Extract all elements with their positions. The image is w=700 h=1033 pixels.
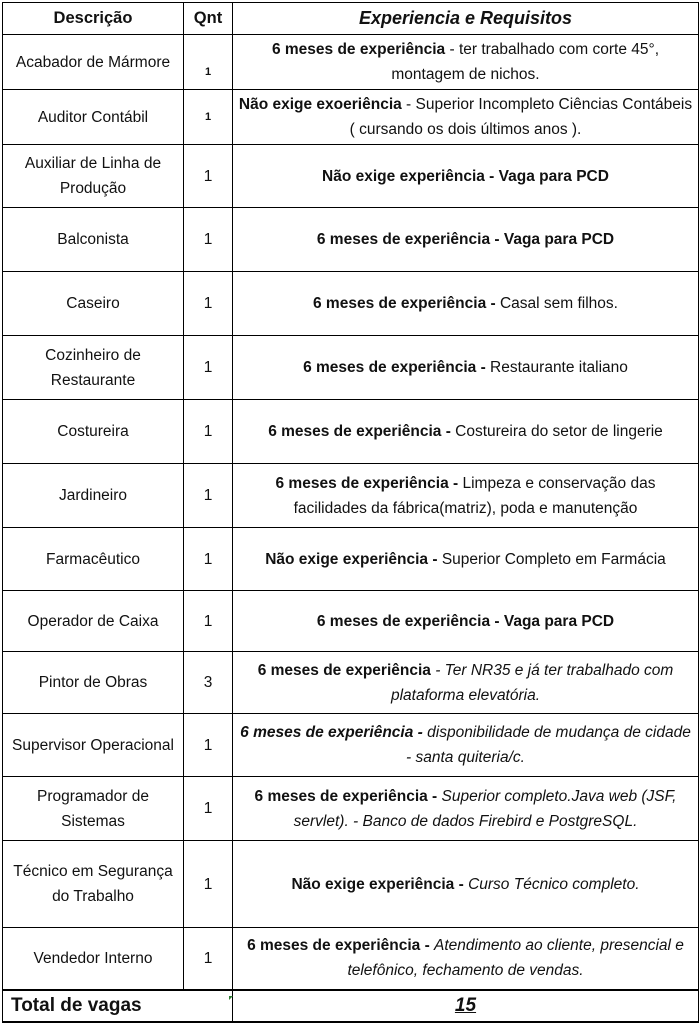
requisito-detalhe: Curso Técnico completo. [468, 875, 640, 893]
requisito-destaque: 6 meses de experiência [257, 661, 431, 679]
table-row [3, 591, 699, 652]
requisito-destaque: 6 meses de experiência - Vaga para PCD [316, 612, 615, 630]
requisito-detalhe: Costureira do setor de lingerie [455, 423, 663, 440]
header-row [3, 3, 699, 35]
cell-descricao: Acabador de Mármore [3, 35, 184, 90]
cell-descricao: Vendedor Interno [3, 928, 184, 990]
cell-qnt: 1 [184, 35, 233, 90]
requisito-destaque: 6 meses de experiência - Vaga para PCD [316, 231, 615, 248]
table-row [3, 652, 699, 714]
cell-requisitos [233, 400, 699, 464]
cell-qnt: 1 [184, 928, 233, 990]
requisito-destaque: 6 meses de experiência [271, 41, 446, 58]
cell-descricao: Caseiro [3, 272, 184, 336]
total-label: Total de vagas [3, 990, 233, 1022]
table-row [3, 35, 699, 90]
cell-requisitos [233, 652, 699, 714]
cell-descricao: Costureira [3, 400, 184, 464]
requisito-destaque: 6 meses de experiência - [303, 359, 491, 376]
cell-qnt: 1 [184, 90, 233, 145]
cell-qnt: 1 [184, 777, 233, 841]
vagas-table [2, 2, 699, 1023]
cell-qnt: 1 [184, 400, 233, 464]
requisito-destaque: Não exige exoeriência [238, 96, 402, 113]
table-row [3, 528, 699, 591]
cell-requisitos [233, 528, 699, 591]
cell-requisitos [233, 928, 699, 990]
cell-qnt: 1 [184, 336, 233, 400]
cell-requisitos [233, 35, 699, 90]
cell-requisitos [233, 841, 699, 928]
requisito-destaque: Não exige experiência - [265, 550, 442, 568]
cell-requisitos [233, 591, 699, 652]
cell-requisitos [233, 145, 699, 208]
cell-descricao: Farmacêutico [3, 528, 184, 591]
cell-descricao: Jardineiro [3, 464, 184, 528]
cell-descricao: Pintor de Obras [3, 652, 184, 714]
cell-qnt: 1 [184, 272, 233, 336]
cell-requisitos [233, 336, 699, 400]
requisito-detalhe: Restaurante italiano [490, 359, 628, 376]
header-descricao: Descrição [3, 3, 184, 35]
cell-descricao: Balconista [3, 208, 184, 272]
requisito-detalhe: Superior Completo em Farmácia [441, 550, 666, 568]
table-row [3, 400, 699, 464]
cell-descricao: Programador de Sistemas [3, 777, 184, 841]
requisito-detalhe: - Superior Incompleto Ciências Contábeis ( cursando os dois últimos anos ). [349, 96, 693, 138]
table-row [3, 336, 699, 400]
table-row [3, 208, 699, 272]
cell-qnt: 1 [184, 145, 233, 208]
requisito-destaque: 6 meses de experiência - [240, 724, 423, 741]
cell-requisitos [233, 464, 699, 528]
header-qnt: Qnt [184, 3, 233, 35]
total-row [3, 990, 699, 1022]
requisito-destaque: 6 meses de experiência - [313, 295, 500, 312]
requisito-destaque: 6 meses de experiência - [275, 474, 463, 492]
cell-requisitos [233, 714, 699, 777]
total-value: 15 [233, 990, 699, 1022]
requisito-destaque: Não exige experiência - Vaga para PCD [322, 167, 609, 185]
cell-qnt: 1 [184, 464, 233, 528]
cell-marker-triangle [229, 996, 233, 1000]
requisito-detalhe: - ter trabalhado com corte 45°, montagem de nichos. [391, 41, 660, 83]
cell-descricao: Auxiliar de Linha de Produção [3, 145, 184, 208]
cell-qnt: 1 [184, 208, 233, 272]
requisito-destaque: 6 meses de experiência - [247, 937, 435, 955]
requisito-detalhe: Limpeza e conservação das facilidades da fábrica(matriz), poda e manutenção [293, 474, 656, 517]
requisito-detalhe: - Ter NR35 e já ter trabalhado com plataforma elevatória. [390, 661, 674, 704]
cell-qnt: 1 [184, 591, 233, 652]
cell-requisitos [233, 90, 699, 145]
requisito-detalhe: Casal sem filhos. [499, 295, 618, 312]
cell-requisitos [233, 777, 699, 841]
requisito-destaque: 6 meses de experiência - [268, 423, 456, 440]
cell-descricao: Técnico em Segurança do Trabalho [3, 841, 184, 928]
requisito-detalhe: Atendimento ao cliente, presencial e telefônico, fechamento de vendas. [347, 937, 684, 980]
requisito-destaque: Não exige experiência - [291, 875, 469, 893]
cell-descricao: Auditor Contábil [3, 90, 184, 145]
cell-requisitos [233, 272, 699, 336]
requisito-detalhe: Superior completo.Java web (JSF, servlet). - Banco de dados Firebird e PostgreSQL. [293, 787, 677, 830]
table-row [3, 464, 699, 528]
cell-descricao: Operador de Caixa [3, 591, 184, 652]
table-row [3, 90, 699, 145]
cell-descricao: Cozinheiro de Restaurante [3, 336, 184, 400]
requisito-destaque: 6 meses de experiência - [254, 787, 442, 805]
cell-requisitos [233, 208, 699, 272]
table-row [3, 841, 699, 928]
table-row [3, 272, 699, 336]
header-requisitos: Experiencia e Requisitos [233, 3, 699, 35]
table-row [3, 714, 699, 777]
cell-qnt: 1 [184, 841, 233, 928]
cell-qnt: 3 [184, 652, 233, 714]
table-row [3, 777, 699, 841]
table-row [3, 928, 699, 990]
cell-qnt: 1 [184, 528, 233, 591]
cell-descricao: Supervisor Operacional [3, 714, 184, 777]
requisito-detalhe: disponibilidade de mudança de cidade - santa quiteria/c. [406, 724, 691, 766]
table-row [3, 145, 699, 208]
cell-qnt: 1 [184, 714, 233, 777]
